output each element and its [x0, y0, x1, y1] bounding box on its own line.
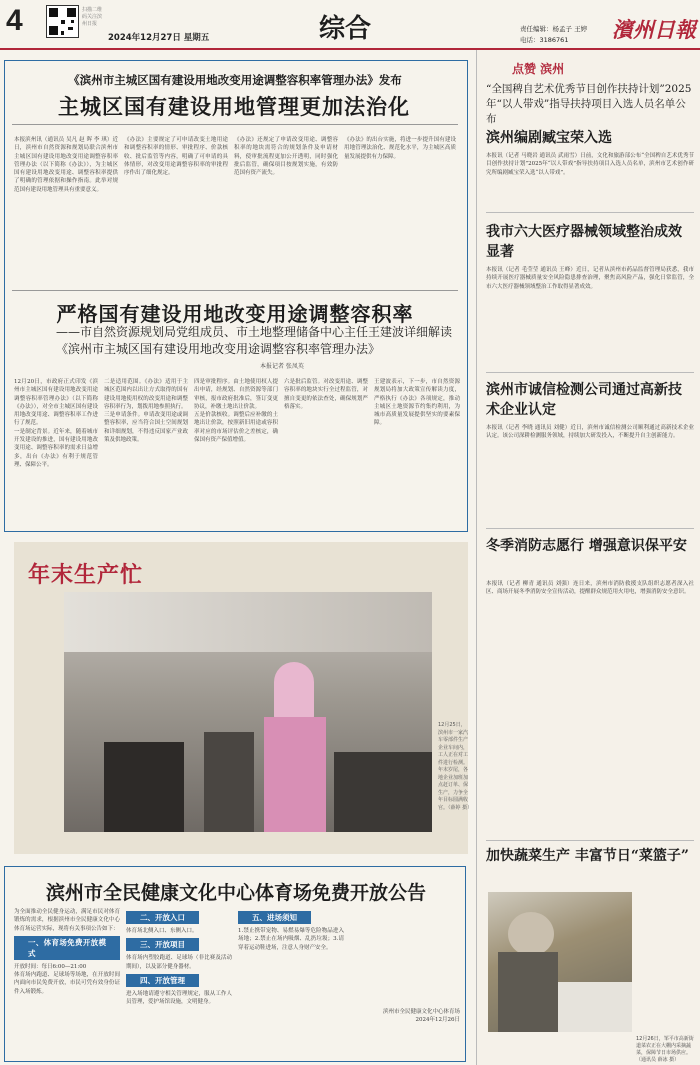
- divider: [486, 372, 694, 373]
- byline: 本报记者 张凤英: [260, 363, 304, 370]
- fitness-s5: 1.禁止携带宠物、易燃易爆等危险物品进入场地；2.禁止在场内吸烟、乱扔垃圾；3.请穿着运动鞋进场，注意人身财产安全。: [238, 928, 344, 951]
- page-header: [0, 0, 700, 50]
- fitness-sign-date: 2024年12月26日: [415, 1017, 460, 1024]
- body-para: 三是申请条件。申请改变用途或调整容积率，应当符合国土空间规划和详细规划，不得违反国家产业政策及供地政策。: [104, 412, 188, 444]
- body-col-2: [104, 378, 188, 528]
- intro-col-4: 《办法》的出台实施，将进一步提升国有建设用地管理法治化、规范化水平，为主城区高质量发展提供有力保障。: [344, 137, 456, 160]
- vegetable-caption: 12月26日，邹平市高新街道菜农正在大棚内采摘蔬菜，保障节日市场供应。（通讯员 薛冰 摄）: [636, 1036, 694, 1063]
- r1-kicker: “全国稗自艺术优秀节目创作扶持计划”2025年“以人带戏”指导扶持项目入选人员名单公布: [486, 83, 692, 125]
- body-para: 四是审批程序。由土地使用权人提出申请，经规划、自然资源等部门审核，报市政府批准后，签订变更协议，补缴土地出让价款。: [194, 379, 278, 410]
- factory-photo: [64, 592, 432, 832]
- fitness-sub-3: 三、开放项目: [126, 938, 199, 951]
- body-para: 12月20日，市政府正式印发《滨州市主城区国有建设用地改变用途调整容积率管理办法》（以下简称《办法》），对全市主城区国有建设用地改变用途、调整容积率工作进行了规范。: [14, 379, 98, 427]
- r1-body: 本报讯（记者 马晓岩 通讯员 武雨雪）日前，文化和旅游部公布“全国稗自艺术优秀节目创作扶持计划”2025年“以人带戏”指导扶持项目入选人员名单，滨州市艺术创作研究所编剧臧宝荣入选“以人带戏”。: [486, 153, 694, 176]
- fitness-sub-4: 四、开放管理: [126, 974, 199, 987]
- r1-headline: 滨州编剧臧宝荣入选: [486, 130, 612, 146]
- vegetable-photo: [488, 892, 632, 1032]
- r2-headline: 我市六大医疗器械领域整治成效显著: [486, 224, 682, 260]
- intro-col-3: 《办法》还规定了申请改变用途、调整容积率的地块需符合的规划条件及申请材料，使审批流程更加公开透明，同时强化批后监管，确保项目按规划实施，有效防范国有资产流失。: [234, 137, 338, 177]
- second-headline: 严格国有建设用地改变用途调整容积率: [56, 302, 414, 326]
- fitness-s3: 体育场内塑胶跑道、足球场（非比赛及活动期间），以及部分健身器材。: [126, 955, 232, 970]
- fitness-hours: 开放时间：每日6:00—21:00: [14, 963, 87, 970]
- fitness-col-3: [238, 908, 344, 1058]
- body-para: 王建波表示，下一步，市自然资源规划局将加大政策宣传解读力度，严格执行《办法》各项规定，推动主城区土地资源节约集约利用，为城市高质量发展提供坚实的要素保障。: [374, 379, 460, 427]
- fitness-sub-1: 一、体育场免费开放模式: [14, 936, 120, 960]
- divider: [12, 290, 458, 291]
- r5-headline: 加快蔬菜生产 丰富节日“菜篮子”: [486, 848, 689, 864]
- r2-body: 本报讯（记者 毛莹莹 通讯员 王峰）近日，记者从滨州市药品监督管理局获悉，我市持续开展医疗器械质量安全风险隐患排查治理，聚焦高风险产品，强化日常监管，全市六大医疗器械领域整治工作取得显著成效。: [486, 267, 694, 290]
- body-col-5: [374, 378, 460, 528]
- divider: [486, 212, 694, 213]
- photo-title: 年末生产忙: [28, 562, 144, 588]
- r4-body: 本报讯（记者 柳青 通讯员 刘强）连日来，滨州市消防救援支队组织志愿者深入社区、商场开展冬季消防安全宣传活动，提醒群众规范用火用电，增强消防安全意识。: [486, 581, 694, 596]
- divider: [486, 840, 694, 841]
- section-title: 综合: [318, 14, 371, 44]
- fitness-s1: 体育场内跑道、足球场等场地，在开放时间内面向市民免费开放，市民可凭有效身份证件入场锻炼。: [14, 972, 120, 995]
- body-col-1: [14, 378, 98, 528]
- intro-col-2: 《办法》主要规定了可申请改变土地用途和调整容积率的情形、审批程序、价款核收、批后监管等内容，明确了可申请的具体情形，对改变用途调整容积率的审批程序作出了细化规定。: [124, 137, 228, 177]
- phone-line: 电话：3186761: [520, 36, 569, 44]
- body-para: 五是价款核收。调整后应补缴的土地出让价款，按照新旧用途或容积率对应的市场评估价之差核定，确保国有资产保值增值。: [194, 412, 278, 444]
- fitness-intro: 为全面推动全民健身运动，满足市民对体育锻炼的需求，根据滨州市全民健康文化中心体育场运营实际，现将有关事项公告如下：: [14, 909, 120, 932]
- body-para: 二是适用范围。《办法》适用于主城区范围内以出让方式取得的国有建设用地使用权的改变用途和调整容积率行为，划拨用地参照执行。: [104, 379, 188, 410]
- intro-col-1: 本报滨州讯（通讯员 吴凡 赵 晖 李 琪）近日，滨州市自然资源和规划局联合滨州市主城区国有建设用地改变用途调整容积率管理办法（以下简称《办法》），为主城区国有建设用地改变用途、调整容积率提供了明确的管理依据和操作指南。此举对规范国有建设用地管理具有重要意义。: [14, 137, 118, 193]
- body-para: 一是制定背景。近年来，随着城市开发建设的推进，国有建设用地改变用途、调整容积率的需求日益增多，出台《办法》有利于规范管理、保障公平。: [14, 428, 98, 468]
- main-kicker: 《滨州市主城区国有建设用地改变用途调整容积率管理办法》发布: [68, 73, 402, 87]
- editor-line: 责任编辑：杨孟子 王婷: [520, 25, 588, 33]
- issue-date: 2024年12月27日 星期五: [108, 33, 210, 43]
- qr-caption: 扫描二维码关注滨州日报: [82, 7, 103, 27]
- fitness-s2: 体育场北侧入口、东侧入口。: [126, 928, 198, 934]
- fitness-headline: 滨州市全民健康文化中心体育场免费开放公告: [45, 882, 426, 904]
- page-number: 4: [6, 4, 23, 37]
- r4-headline: 冬季消防志愿行 增强意识保平安: [486, 538, 687, 554]
- body-para: 六是批后监管。对改变用途、调整容积率的地块实行全过程监管，对擅自变更的依法查处，确保规划严格落实。: [284, 379, 368, 410]
- fitness-col-1: [14, 908, 120, 1058]
- r3-headline: 滨州市诚信检测公司通过高新技术企业认定: [486, 382, 682, 418]
- divider: [486, 528, 694, 529]
- newspaper-logo: 濱州日報: [612, 17, 696, 42]
- qr-code-icon[interactable]: [46, 5, 79, 38]
- body-col-4: [284, 378, 368, 528]
- fitness-sub-2: 二、开放入口: [126, 911, 199, 924]
- fitness-sub-5: 五、进场须知: [238, 911, 311, 924]
- r3-body: 本报讯（记者 李晓 通讯员 刘健）近日，滨州市诚信检测公司顺利通过高新技术企业认定。该公司深耕检测服务领域，持续加大研发投入，不断提升自主创新能力。: [486, 425, 694, 440]
- dianzan-badge: 点赞 滨州: [512, 62, 565, 76]
- second-subhead: ——市自然资源规划局党组成员、市土地整理储备中心主任王建波详细解读《滨州市主城区国有建设用地改变用途调整容积率管理办法》: [56, 325, 453, 356]
- photo-caption: 12月25日，滨州市一家汽车零部件生产企业车间内，工人正在对工件进行检测。年末岁尾，各地企业加班加点赶订单、保生产，力争全年目标圆满收官。（薛婷 摄）: [438, 722, 473, 811]
- body-col-3: [194, 378, 278, 528]
- main-headline: 主城区国有建设用地管理更加法治化: [58, 94, 410, 119]
- fitness-col-2: [126, 908, 232, 1058]
- editor-info: [520, 24, 615, 46]
- divider: [12, 124, 458, 125]
- fitness-s4: 进入场地请遵守相关管理规定，服从工作人员管理，爱护场馆设施，文明健身。: [126, 990, 232, 1006]
- fitness-sign-org: 滨州市全民健康文化中心体育场: [382, 1009, 460, 1015]
- fitness-col-4: [350, 908, 460, 1058]
